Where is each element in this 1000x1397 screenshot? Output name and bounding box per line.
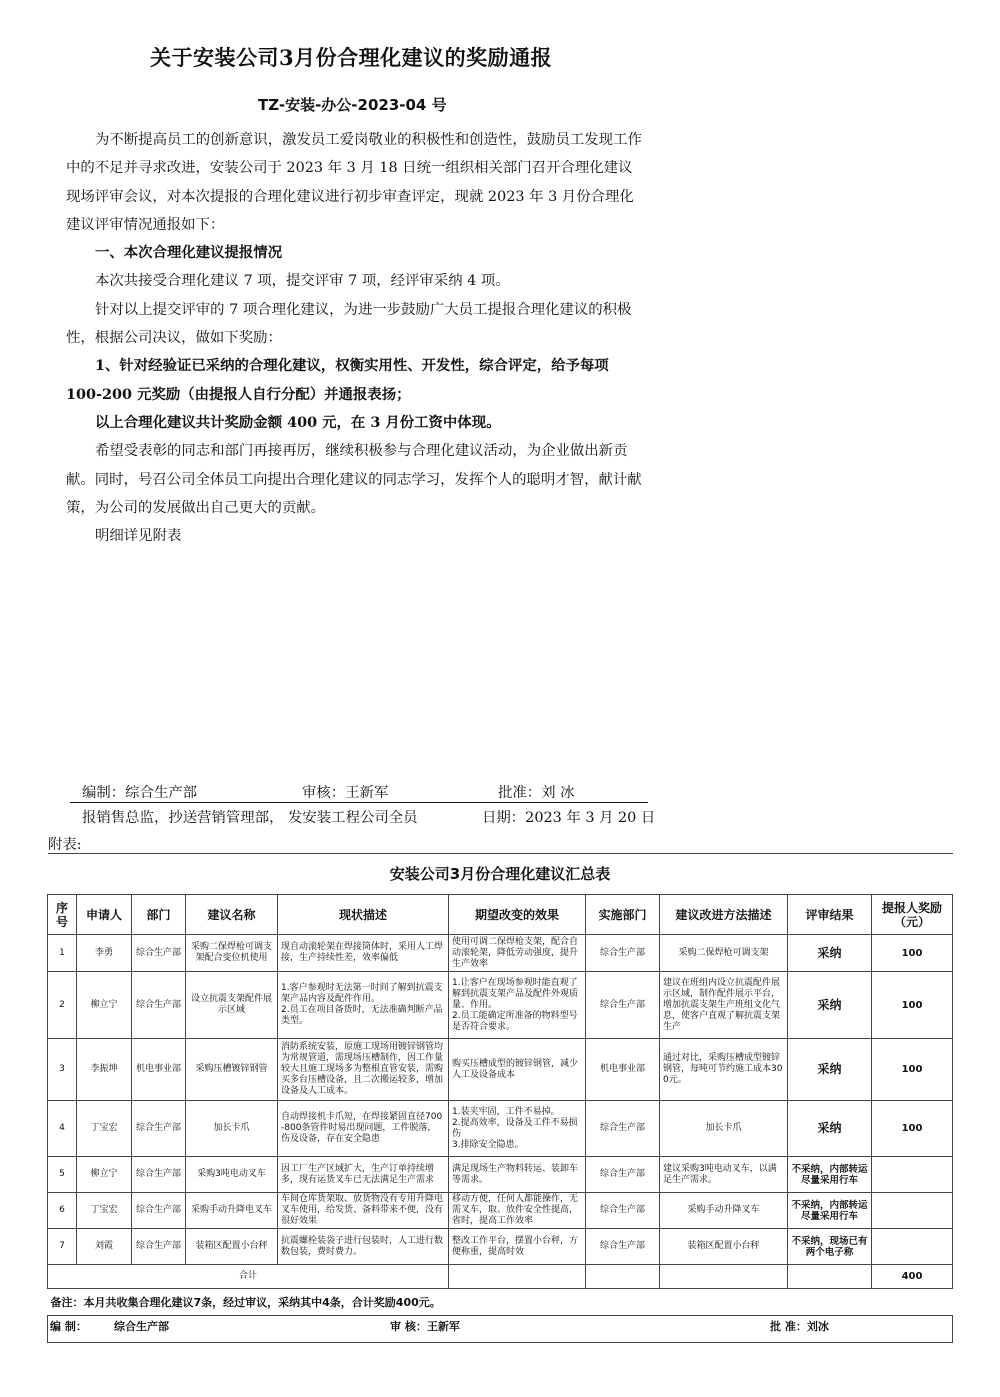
table-cell: 通过对比，采购压槽成型镀锌钢管，每吨可节约施工成本300元。 xyxy=(660,1039,788,1101)
table-cell: 3 xyxy=(48,1039,77,1101)
table-cell: 李勇 xyxy=(77,935,132,972)
table-cell: 100 xyxy=(872,935,953,972)
table-cell: 采购3吨电动叉车 xyxy=(186,1157,278,1193)
table-cell: 购买压槽成型的镀锌钢管，减少人工及设备成本 xyxy=(449,1039,586,1101)
appendix-label: 附表: xyxy=(48,837,82,853)
total-empty-cell xyxy=(586,1265,660,1289)
summary-table xyxy=(47,853,953,1343)
table-cell: 综合生产部 xyxy=(132,1157,186,1193)
table-title: 安装公司3月份合理化建议汇总表 xyxy=(48,854,953,895)
table-cell: 因工厂生产区域扩大，生产订单持续增多，现有运货叉车已无法满足生产需求 xyxy=(278,1157,449,1193)
note-row xyxy=(48,1289,953,1316)
table-cell: 不采纳，内部转运尽量采用行车 xyxy=(788,1157,872,1193)
table-sign-row xyxy=(48,1316,953,1343)
table-row xyxy=(48,1101,953,1157)
table-row xyxy=(48,1157,953,1193)
summary-paragraph: 本次共接受合理化建议 7 项，提交评审 7 项，经评审采纳 4 项。 xyxy=(95,273,510,290)
reward-intro-paragraph: 针对以上提交评审的 7 项合理化建议，为进一步鼓励广大员工提报合理化建议的积极性，根据公司决议，做如下奖励： xyxy=(66,301,632,347)
table-cell: 综合生产部 xyxy=(132,935,186,972)
table-cell: 刘霞 xyxy=(77,1229,132,1265)
table-cell: 李振坤 xyxy=(77,1039,132,1101)
table-editor-label: 编 制： xyxy=(50,1320,87,1333)
column-header: 期望改变的效果 xyxy=(449,895,586,935)
table-editor: 综合生产部 xyxy=(114,1320,169,1333)
column-header: 序号 xyxy=(48,895,77,935)
distribution-row xyxy=(70,806,656,827)
table-cell: 采购二保焊枪可调支架配合变位机使用 xyxy=(186,935,278,972)
intro-paragraph: 为不断提高员工的创新意识，激发员工爱岗敬业的积极性和创造性，鼓励员工发现工作中的不足并寻求改进，安装公司于 2023 年 3 月 18 日统一组织相关部门召开合理化建议现场评审会议，对本次提报的合理化建议进行初步审查评定，现就 2023 年 3 月份合理化建议评审情况通报如下： xyxy=(66,132,642,233)
column-header: 现状描述 xyxy=(278,895,449,935)
column-header: 实施部门 xyxy=(586,895,660,935)
table-cell: 100 xyxy=(872,972,953,1039)
table-cell: 消防系统安装，原施工现场用镀锌钢管均为常规管道，需现场压槽制作，因工作量较大且施工现场多为整根直管安装，需购买多台压槽设备，且二次搬运较多，增加设备及人工成本。 xyxy=(278,1039,449,1101)
column-header: 建议改进方法描述 xyxy=(660,895,788,935)
table-cell: 建议在班组内设立抗震配件展示区域，制作配件展示平台，增加抗震支架生产班组文化气息，使客户直观了解抗震支架生产 xyxy=(660,972,788,1039)
table-cell: 满足现场生产物料转运、装卸车等需求。 xyxy=(449,1157,586,1193)
section-heading: 一、本次合理化建议提报情况 xyxy=(95,244,283,262)
table-cell: 装箱区配置小台秤 xyxy=(660,1229,788,1265)
document-number: TZ-安装-办公-2023-04 号 xyxy=(258,96,447,114)
table-cell: 100 xyxy=(872,1101,953,1157)
table-cell: 综合生产部 xyxy=(586,972,660,1039)
table-cell: 综合生产部 xyxy=(586,1157,660,1193)
table-cell: 综合生产部 xyxy=(586,935,660,972)
table-cell: 使用可调二保焊枪支架，配合自动滚轮架，降低劳动强度，提升生产效率 xyxy=(449,935,586,972)
table-cell xyxy=(872,1193,953,1229)
table-cell: 综合生产部 xyxy=(586,1193,660,1229)
table-cell: 1.客户参观时无法第一时间了解到抗震支架产品内容及配件作用。 2.员工在项目备货时，无法准确判断产品类型。 xyxy=(278,972,449,1039)
reward-rule-paragraph: 1、针对经验证已采纳的合理化建议，权衡实用性、开发性，综合评定，给予每项 100-200 元奖励（由提报人自行分配）并通报表扬； xyxy=(66,357,609,403)
table-cell: 综合生产部 xyxy=(586,1229,660,1265)
table-sign-cell xyxy=(48,1316,953,1343)
column-header: 建议名称 xyxy=(186,895,278,935)
total-row xyxy=(48,1265,953,1289)
table-cell: 移动方便，任何人都能操作，无需叉车，取、放件安全性提高，省时，提高工作效率 xyxy=(449,1193,586,1229)
table-cell: 采购压槽镀锌钢管 xyxy=(186,1039,278,1101)
table-cell: 加长卡爪 xyxy=(660,1101,788,1157)
table-cell: 采纳 xyxy=(788,1101,872,1157)
table-cell: 机电事业部 xyxy=(132,1039,186,1101)
table-cell: 采纳 xyxy=(788,1039,872,1101)
table-cell: 综合生产部 xyxy=(132,1193,186,1229)
table-cell: 抗震螺栓装袋子进行包装时，人工进行数数包装，费时费力。 xyxy=(278,1229,449,1265)
table-approver: 批 准：刘冰 xyxy=(770,1320,829,1333)
total-empty-cell xyxy=(660,1265,788,1289)
table-cell: 装箱区配置小台秤 xyxy=(186,1229,278,1265)
table-body xyxy=(48,935,953,1265)
table-cell: 不采纳，现场已有两个电子称 xyxy=(788,1229,872,1265)
table-cell: 不采纳，内部转运尽量采用行车 xyxy=(788,1193,872,1229)
table-cell xyxy=(872,1157,953,1193)
table-cell: 采纳 xyxy=(788,935,872,972)
table-cell: 柳立宁 xyxy=(77,1157,132,1193)
table-cell: 采购手动升降电叉车 xyxy=(186,1193,278,1229)
table-cell: 建议采购3吨电动叉车，以满足生产需求。 xyxy=(660,1157,788,1193)
closing-paragraph: 希望受表彰的同志和部门再接再厉，继续积极参与合理化建议活动，为企业做出新贡献。同时，号召公司全体员工向提出合理化建议的同志学习，发挥个人的聪明才智，献计献策，为公司的发展做出自己更大的贡献。 xyxy=(66,443,642,516)
table-cell: 加长卡爪 xyxy=(186,1101,278,1157)
appendix-reference: 明细详见附表 xyxy=(95,528,182,545)
table-cell: 车间仓库货架取、放货物没有专用升降电叉车使用，给发货、备料带来不便，没有很好效果 xyxy=(278,1193,449,1229)
column-header: 提报人奖励（元） xyxy=(872,895,953,935)
report-to: 报销售总监，抄送营销管理部， xyxy=(82,810,284,826)
table-cell: 丁宝宏 xyxy=(77,1193,132,1229)
reward-total-paragraph: 以上合理化建议共计奖励金额 400 元，在 3 月份工资中体现。 xyxy=(95,413,501,431)
table-row xyxy=(48,1229,953,1265)
document-title: 关于安装公司3月份合理化建议的奖励通报 xyxy=(150,45,553,70)
table-cell: 自动焊接机卡爪短，在焊接紧固直径700-800条管件时易出现问题，工件脱落，伤及设备，存在安全隐患 xyxy=(278,1101,449,1157)
table-cell: 采购二保焊枪可调支架 xyxy=(660,935,788,972)
table-cell: 5 xyxy=(48,1157,77,1193)
table-cell: 6 xyxy=(48,1193,77,1229)
column-header: 部门 xyxy=(132,895,186,935)
table-header-row xyxy=(48,895,953,935)
table-cell: 4 xyxy=(48,1101,77,1157)
table-cell: 100 xyxy=(872,1039,953,1101)
table-cell: 柳立宁 xyxy=(77,972,132,1039)
approver-sign: 批准：刘 冰 xyxy=(498,785,575,801)
table-cell: 现自动滚轮架在焊接筒体时，采用人工焊接，生产持续性差，效率偏低 xyxy=(278,935,449,972)
total-empty-cell xyxy=(449,1265,586,1289)
editor-sign: 编制：综合生产部 xyxy=(82,785,198,801)
table-cell: 综合生产部 xyxy=(586,1101,660,1157)
total-empty-cell xyxy=(788,1265,872,1289)
table-cell: 1.装夹牢固，工件不易掉。 2.提高效率，设备及工件不易损伤 3.排除安全隐患。 xyxy=(449,1101,586,1157)
table-cell: 1.让客户在现场参观时能直观了解到抗震支架产品及配件外观质量、作用。 2.员工能确定所准备的物料型号是否符合要求。 xyxy=(449,972,586,1039)
signature-row xyxy=(70,781,648,803)
total-amount: 400 xyxy=(872,1265,953,1289)
table-cell: 综合生产部 xyxy=(132,1229,186,1265)
column-header: 评审结果 xyxy=(788,895,872,935)
table-cell xyxy=(872,1229,953,1265)
table-cell: 丁宝宏 xyxy=(77,1101,132,1157)
document-body xyxy=(66,126,646,550)
total-label: 合计 xyxy=(48,1265,449,1289)
table-cell: 综合生产部 xyxy=(132,1101,186,1157)
table-cell: 综合生产部 xyxy=(132,972,186,1039)
column-header: 申请人 xyxy=(77,895,132,935)
table-cell: 1 xyxy=(48,935,77,972)
table-cell: 机电事业部 xyxy=(586,1039,660,1101)
table-cell: 采纳 xyxy=(788,972,872,1039)
reviewer-sign: 审核：王新军 xyxy=(302,785,389,801)
table-note: 备注：本月共收集合理化建议7条，经过审议，采纳其中4条，合计奖励400元。 xyxy=(48,1289,953,1316)
send-to: 发安装工程公司全员 xyxy=(288,810,418,826)
table-reviewer: 审 核：王新军 xyxy=(390,1320,460,1333)
table-row xyxy=(48,935,953,972)
table-cell: 采购手动升降叉车 xyxy=(660,1193,788,1229)
table-cell: 7 xyxy=(48,1229,77,1265)
table-row xyxy=(48,1193,953,1229)
table-cell: 设立抗震支架配件展示区域 xyxy=(186,972,278,1039)
table-cell: 2 xyxy=(48,972,77,1039)
table-row xyxy=(48,972,953,1039)
table-row xyxy=(48,1039,953,1101)
issue-date: 日期：2023 年 3 月 20 日 xyxy=(482,810,656,826)
table-cell: 整改工作平台，摆置小台秤，方便称重，提高时效 xyxy=(449,1229,586,1265)
